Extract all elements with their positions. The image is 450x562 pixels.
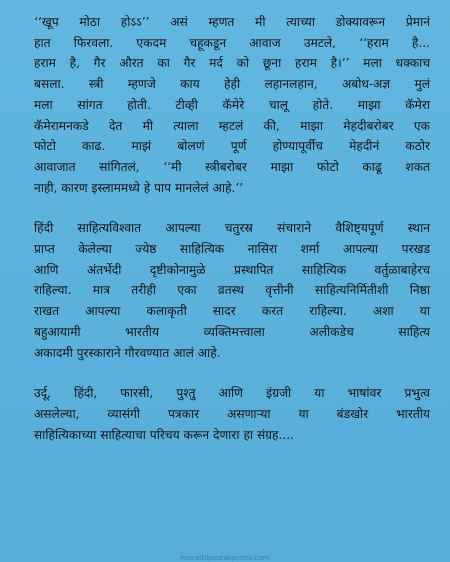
text-line: राखत आपल्या कलाकृती सादर करत राहिल्या. अशा या — [34, 304, 430, 319]
blurb-text — [34, 12, 430, 445]
text-line: बहुआयामी भारतीय व्यक्तिमत्त्वाला अलीकडेच साहित्य — [34, 324, 430, 339]
text-line: हराम है, गैर औरत का गैर मर्द को छूना हराम है।’’ मला धक्काच — [34, 56, 430, 71]
paragraph-gap — [34, 363, 430, 383]
text-line: आवाजात सांगितलं, ‘‘मी स्त्रीबरोबर माझा फोटो काढू शकत — [34, 159, 430, 174]
text-line: अकादमी पुरस्काराने गौरवण्यात आलं आहे. — [34, 345, 221, 360]
paragraph-1 — [34, 12, 430, 198]
text-line: असलेल्या, व्यासंगी पत्रकार असणाऱ्या या बंडखोर भारतीय — [34, 406, 430, 421]
paragraph-3 — [34, 383, 430, 445]
paragraph-2 — [34, 218, 430, 363]
text-line: हात फिरवला. एकदम चहूकडून आवाज उमटले, ‘‘हराम है... — [34, 35, 430, 50]
text-line: कॅमेरामनकडे देत मी त्याला म्हटलं की, माझा मेहदीबरोबर एक — [34, 118, 430, 133]
footer-watermark: marathipustakpremi.com — [180, 554, 270, 562]
text-line: नाही, कारण इस्लाममध्ये हे पाप मानलेलं आहे.’’ — [34, 180, 244, 195]
text-line: ‘‘खूप मोठा होऽऽ’’ असं म्हणत मी त्याच्या डोक्यावरून प्रेमानं — [34, 15, 430, 29]
text-line: उर्दू, हिंदी, फारसी, पुश्तु आणि इंग्रजी या भाषांवर प्रभुत्व — [34, 386, 430, 401]
text-line: मला सांगत होती. टीव्ही कॅमेरे चालू होते. माझा कॅमेरा — [34, 97, 430, 112]
text-line: फोटो काढ. माझं बोलणं पूर्ण होण्यापूर्वीच मेहदीनं कठोर — [34, 139, 430, 154]
text-line: आणि अंतर्भेदी दृष्टीकोनामुळे प्रस्थापित साहित्यिक वर्तुळाबाहेरच — [34, 262, 430, 277]
text-line: प्राप्त केलेल्या ज्येष्ठ साहित्यिक नासिरा शर्मा आपल्या परखड — [34, 242, 430, 257]
text-line: बसला. स्त्री म्हणजे काय हेही लहानलहान, अबोध-अज्ञ मुलं — [34, 77, 430, 92]
text-line: हिंदी साहित्यविश्वात आपल्या चतुरस्र संचाराने वैशिष्ट्यपूर्ण स्थान — [34, 221, 430, 236]
text-line: राहिल्या. मात्र तरीही एका व्रतस्थ वृत्तीनी साहित्यनिर्मितीशी निष्ठा — [34, 283, 430, 298]
text-line: साहित्यिकाच्या साहित्याचा परिचय करून देणारा हा संग्रह.... — [34, 427, 295, 442]
paragraph-gap — [34, 198, 430, 218]
